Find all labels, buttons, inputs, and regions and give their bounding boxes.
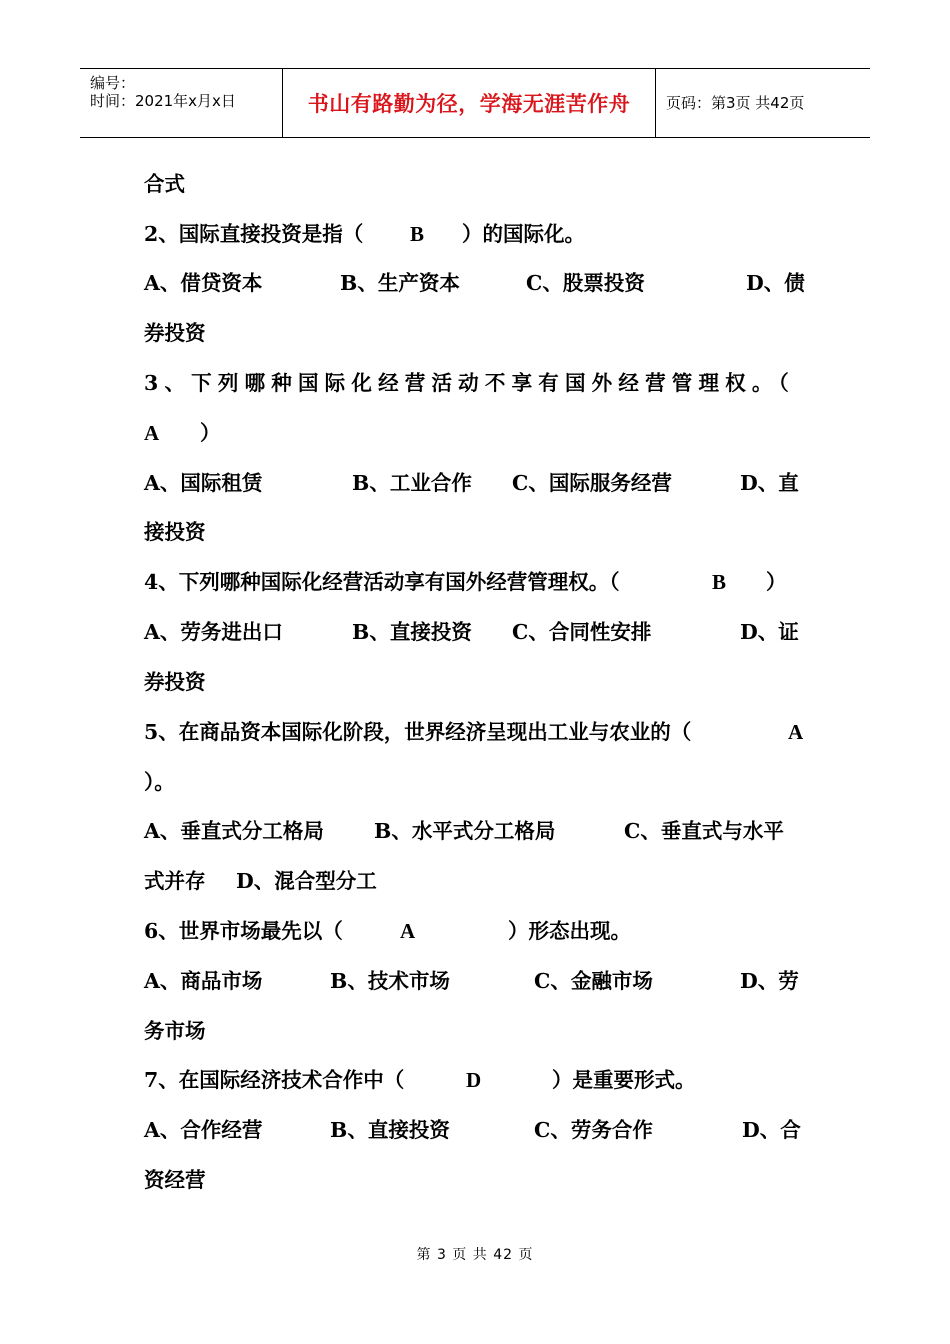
answer-text: B [712,570,727,594]
page-info: 页码：第3页 共42页 [666,94,805,112]
options-row [144,466,806,500]
option-b: B、生产资本 [340,271,460,295]
line-text: 券投资 [144,670,206,694]
text-line [144,1014,806,1048]
question-stem-end: ）的国际化。 [462,222,585,246]
option-b: B、直接投资 [352,620,472,644]
options-row [144,964,806,998]
line-text: 资经营 [144,1168,206,1192]
question-3-answer-line [144,416,806,450]
question-stem-end: ） [200,421,221,445]
question-stem-end: ） [766,570,787,594]
question-stem: 2、国际直接投资是指（ [144,222,364,246]
option-a: A、国际租赁 [144,471,263,495]
answer-text: A [400,919,416,943]
header-motto: 书山有路勤为径，学海无涯苦作舟 [307,92,631,116]
text-line [144,1163,806,1197]
option-d: D、合 [742,1118,801,1142]
question-stem: 5、在商品资本国际化阶段，世界经济呈现出工业与农业的（ [144,720,692,744]
options-row [144,615,806,649]
text-line [144,167,806,201]
option-a: A、垂直式分工格局 [144,819,324,843]
page-header [80,68,870,138]
line-text: 接投资 [144,520,206,544]
question-stem-end: ）。 [144,770,175,794]
options-row [144,814,806,848]
option-c: C、国际服务经营 [512,471,672,495]
answer-text: B [410,222,425,246]
date-label: 时间：2021年x月x日 [90,92,236,110]
header-right-cell [656,69,870,137]
text-line [144,515,806,549]
answer-text: D [466,1068,482,1092]
header-center-cell [282,69,656,137]
option-d: D、直 [740,471,799,495]
option-a: A、商品市场 [144,969,263,993]
text-line [144,316,806,350]
question-7 [144,1063,806,1097]
options-row [144,1113,806,1147]
option-c: C、金融市场 [534,969,653,993]
page-footer: 第 3 页 共 42 页 [416,1247,534,1263]
option-a: A、合作经营 [144,1118,263,1142]
option-a: A、借贷资本 [144,271,263,295]
line-text: 式并存 [144,869,206,893]
option-c: C、劳务合作 [534,1118,653,1142]
option-d: D、劳 [740,969,799,993]
options-row [144,864,806,898]
question-stem: 6、世界市场最先以（ [144,919,343,943]
options-row [144,266,806,300]
question-stem: 3、下列哪种国际化经营活动不享有国外经营管理权。（ [144,371,796,395]
option-d: D、债 [746,271,805,295]
option-c: C、股票投资 [526,271,645,295]
question-4 [144,565,806,599]
option-b: B、直接投资 [330,1118,450,1142]
question-5 [144,715,806,749]
option-a: A、劳务进出口 [144,620,283,644]
line-text: 务市场 [144,1019,206,1043]
serial-label: 编号： [90,74,136,92]
option-d: D、混合型分工 [236,869,377,893]
line-text: 券投资 [144,321,206,345]
answer-text: A [144,421,160,445]
answer-text: A [788,720,804,744]
question-6 [144,914,806,948]
question-stem: 7、在国际经济技术合作中（ [144,1068,405,1092]
question-stem-end: ）是重要形式。 [552,1068,696,1092]
text-line [144,665,806,699]
option-b: B、技术市场 [330,969,450,993]
option-c: C、垂直式与水平 [624,819,784,843]
question-stem: 4、下列哪种国际化经营活动享有国外经营管理权。（ [144,570,620,594]
option-b: B、工业合作 [352,471,472,495]
header-left-cell [80,69,282,137]
option-b: B、水平式分工格局 [374,819,556,843]
line-text: 合式 [144,172,185,196]
text-line [144,765,806,799]
option-d: D、证 [740,620,799,644]
option-c: C、合同性安排 [512,620,652,644]
question-2 [144,217,806,251]
question-stem-end: ）形态出现。 [508,919,631,943]
question-3 [144,366,806,400]
